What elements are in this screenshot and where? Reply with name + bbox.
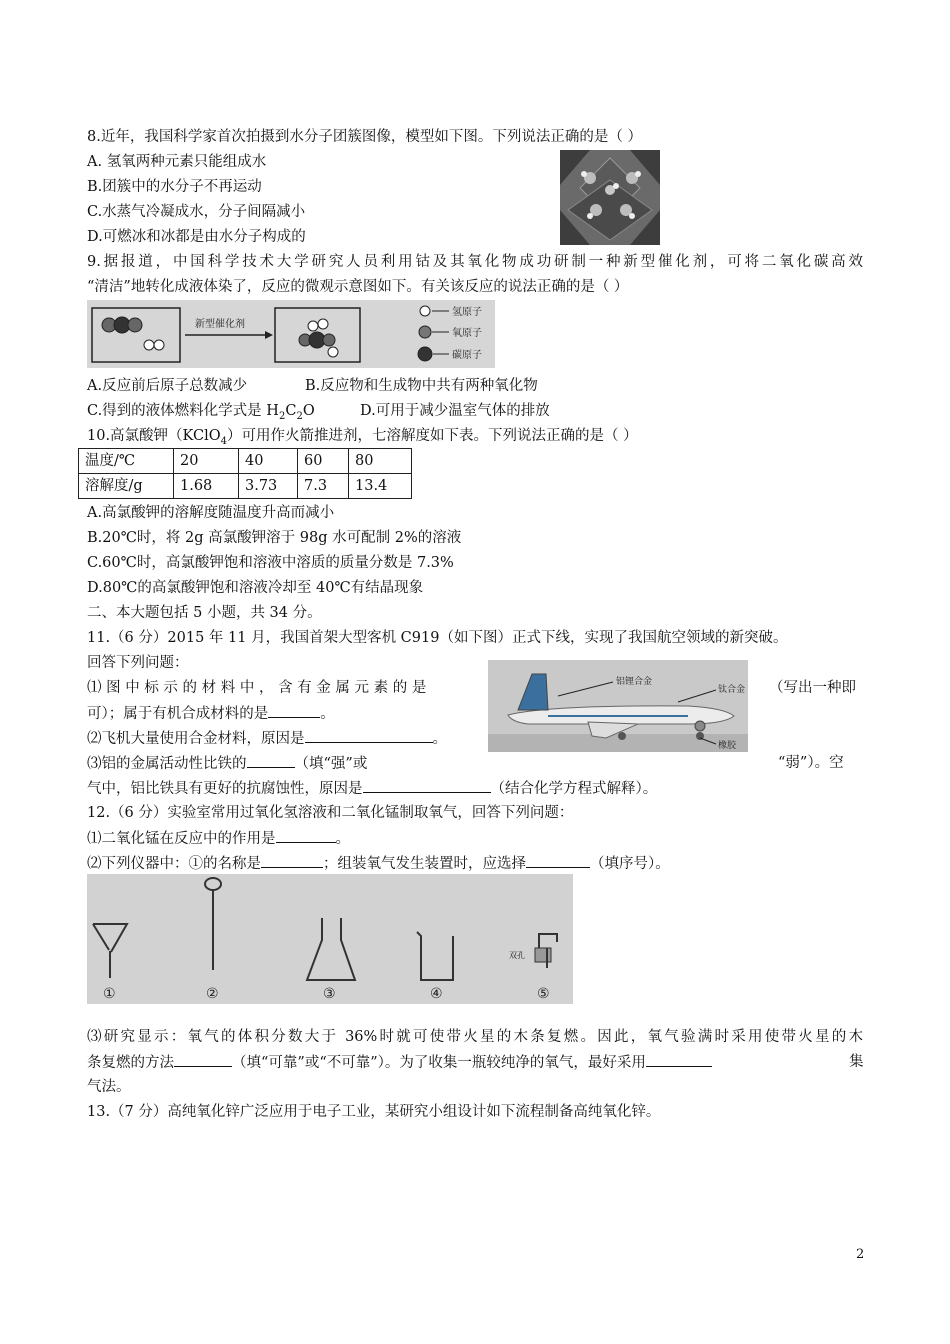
q13-stem: 13.（7 分）高纯氧化锌广泛应用于电子工业，某研究小组设计如下流程制备高纯氧化锌。 <box>87 1104 661 1120</box>
q9-stem-line2: “清洁”地转化成液体染了，反应的微观示意图如下。有关该反应的说法正确的是（ ） <box>87 279 629 295</box>
stopper-label: 双孔 <box>509 951 525 960</box>
apparatus-1-label: ① <box>103 986 116 1002</box>
catalyst-label: 新型催化剂 <box>195 319 245 330</box>
q11-part3-line2: 气中，铝比铁具有更好的抗腐蚀性，原因是 （结合化学方程式解释）。 <box>87 778 657 799</box>
answer-blank[interactable] <box>305 728 433 743</box>
q9-option-d: D.可用于减少温室气体的排放 <box>360 403 550 419</box>
q8-stem: 8.近年，我国科学家首次拍摄到水分子团簇图像，模型如下图。下列说法正确的是（ ） <box>87 129 642 145</box>
label-rubber: 橡胶 <box>718 741 737 751</box>
answer-blank[interactable] <box>276 828 336 843</box>
q8-option-d: D.可燃冰和冰都是由水分子构成的 <box>87 229 306 245</box>
water-cluster-image <box>560 150 660 245</box>
c919-aircraft-image <box>488 660 748 752</box>
q11-part1-line1: ⑴ 图 中 标 示 的 材 料 中 ， 含 有 金 属 元 素 的 是 <box>87 680 427 696</box>
q11-part2: ⑵飞机大量使用合金材料，原因是 。 <box>87 728 447 749</box>
label-ti-alloy: 钛合金 <box>718 685 746 695</box>
answer-blank[interactable] <box>363 778 491 793</box>
q12-part3-line3: 气法。 <box>87 1079 131 1095</box>
page-number: 2 <box>856 1247 865 1262</box>
table-row: 溶解度/g 1.68 3.73 7.3 13.4 <box>79 474 412 499</box>
q10-option-c: C.60℃时，高氯酸钾饱和溶液中溶质的质量分数是 7.3% <box>87 555 454 571</box>
q11-intro: 回答下列问题： <box>87 655 189 671</box>
q12-stem: 12.（6 分）实验室常用过氧化氢溶液和二氧化锰制取氧气，回答下列问题： <box>87 805 574 821</box>
q11-part1-line2: 可）；属于有机合成材料的是 。 <box>87 703 335 724</box>
answer-blank[interactable] <box>646 1052 712 1067</box>
q11-part3-suffix: “弱”）。空 <box>778 755 844 771</box>
q8-option-b: B.团簇中的水分子不再运动 <box>87 179 262 195</box>
q9-stem-line1: 9.据报道，中国科学技术大学研究人员利用钴及其氧化物成功研制一种新型催化剂，可将二氧化碳高效 <box>87 254 863 270</box>
q10-option-d: D.80℃的高氯酸钾饱和溶液冷却至 40℃有结晶现象 <box>87 580 424 596</box>
q12-part3-suffix: 集 <box>849 1054 864 1070</box>
answer-blank[interactable] <box>268 703 320 718</box>
q11-stem: 11.（6 分）2015 年 11 月，我国首架大型客机 C919（如下图）正式下线，实现了我国航空领域的新突破。 <box>87 630 788 646</box>
answer-blank[interactable] <box>174 1052 232 1067</box>
q10-option-a: A.高氯酸钾的溶解度随温度升高而减小 <box>87 505 335 521</box>
q11-part3: ⑶铝的金属活动性比铁的 （填“强”或 <box>87 753 367 774</box>
answer-blank[interactable] <box>261 853 323 868</box>
section-heading: 二、本大题包括 5 小题，共 34 分。 <box>87 605 322 621</box>
apparatus-image <box>87 874 573 1004</box>
q9-option-c: C.得到的液体燃料化学式是 $H_2C_2O$ <box>87 403 315 422</box>
reaction-diagram <box>87 300 495 368</box>
solubility-table <box>78 448 412 499</box>
q8-option-c: C.水蒸气冷凝成水，分子间隔减小 <box>87 204 306 220</box>
q10-option-b: B.20℃时，将 2g 高氯酸钾溶于 98g 水可配制 2%的溶液 <box>87 530 462 546</box>
apparatus-5-label: ⑤ <box>537 986 550 1002</box>
legend-oxygen: 氧原子 <box>452 328 482 339</box>
apparatus-2-label: ② <box>206 986 219 1002</box>
q8-option-a: A. 氢氧两种元素只能组成水 <box>87 154 267 170</box>
q9-option-a: A.反应前后原子总数减少 <box>87 378 248 394</box>
q12-part3-line2: 条复燃的方法 （填“可靠”或“不可靠”）。为了收集一瓶较纯净的氧气，最好采用 <box>87 1052 712 1073</box>
label-al-li-alloy: 铝锂合金 <box>616 677 653 687</box>
q9-option-b: B.反应物和生成物中共有两种氧化物 <box>305 378 538 394</box>
legend-carbon: 碳原子 <box>452 350 482 361</box>
q12-part1: ⑴二氧化锰在反应中的作用是 。 <box>87 828 350 849</box>
answer-blank[interactable] <box>526 853 590 868</box>
apparatus-4-label: ④ <box>430 986 443 1002</box>
q12-part2: ⑵下列仪器中：①的名称是 ；组装氧气发生装置时，应选择 （填序号）。 <box>87 853 670 874</box>
q11-part1-suffix: （写出一种即 <box>769 680 856 696</box>
legend-hydrogen: 氢原子 <box>452 307 482 318</box>
answer-blank[interactable] <box>247 753 295 768</box>
table-row: 温度/℃ 20 40 60 80 <box>79 449 412 474</box>
q12-part3-line1: ⑶研究显示：氧气的体积分数大于 36%时就可使带火星的木条复燃。因此，氧气验满时采用使带火星的木 <box>87 1029 863 1045</box>
apparatus-3-label: ③ <box>323 986 336 1002</box>
q10-stem: 10.高氯酸钾（KClO$_4$）可用作火箭推进剂，七溶解度如下表。下列说法正确的是（ ） <box>87 428 638 447</box>
